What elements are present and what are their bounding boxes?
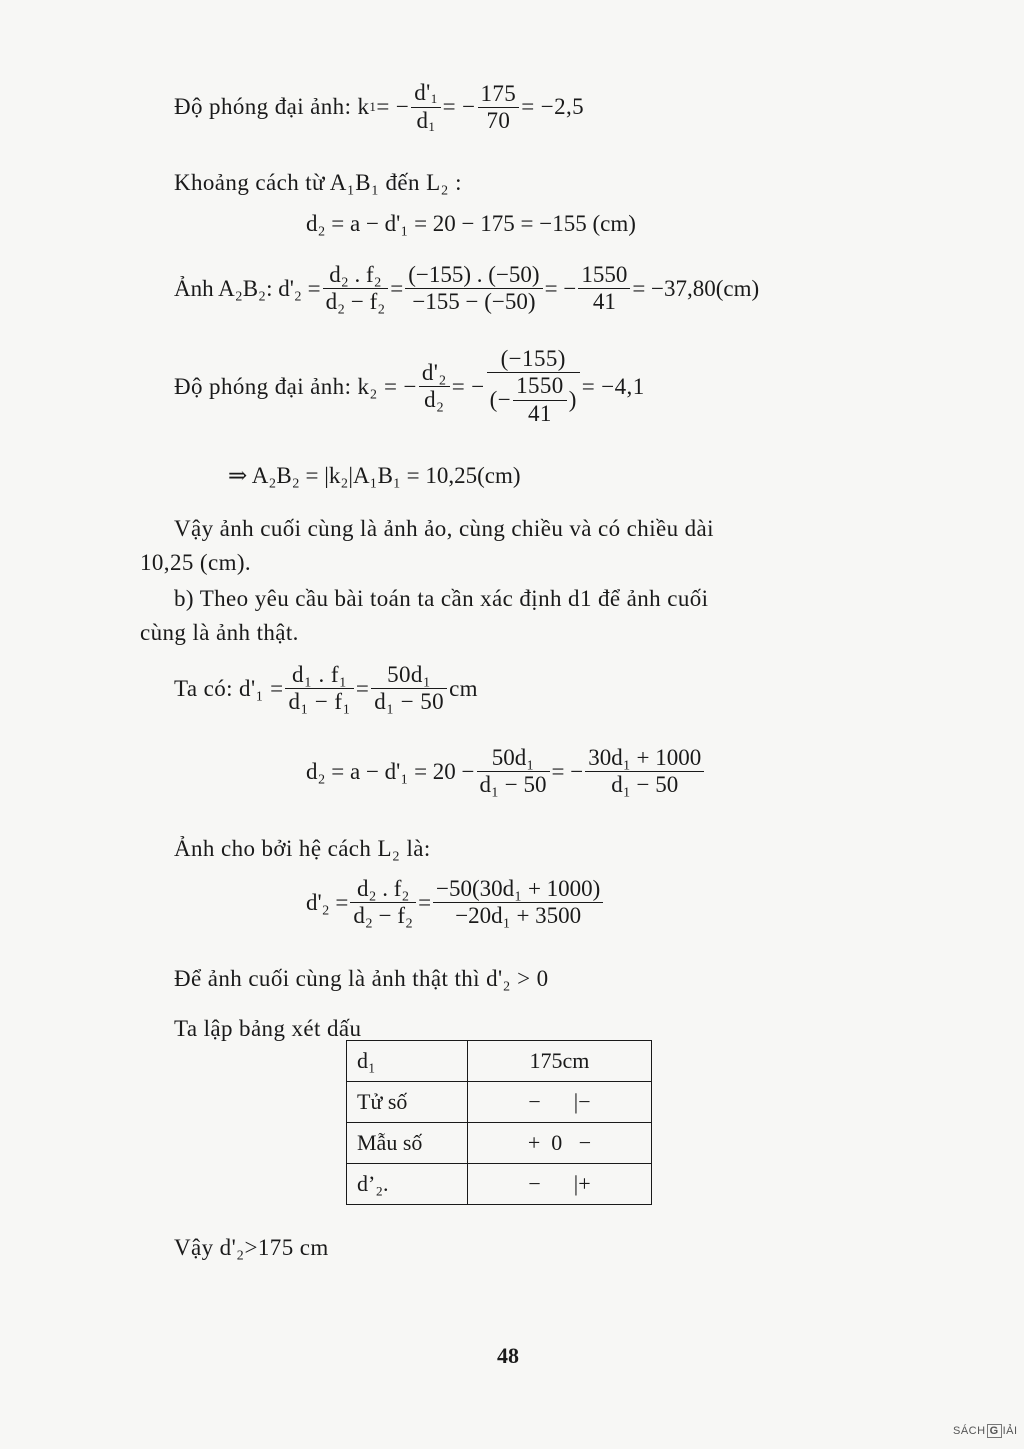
d2g-label: d₂ = a − d'₁ = 20 − <box>306 758 475 784</box>
d2pg-frac-b-den: −20d₁ + 3500 <box>455 903 582 929</box>
k1-frac-a-num <box>411 80 440 108</box>
eq-d2-general <box>306 745 706 799</box>
k1-frac-a-den <box>411 108 440 135</box>
table-cell-label: d’₂. <box>347 1164 468 1205</box>
k2-label: Độ phóng đại ảnh: k₂ = − <box>174 373 417 399</box>
eq-d2-prime-general <box>306 876 605 930</box>
k2-frac-a-den: d₂ <box>424 387 445 413</box>
table-cell-value: − |− <box>468 1082 652 1123</box>
d1p-frac-a-num: d₁ . f₁ <box>285 662 353 689</box>
para-conclusion-a-l1: Vậy ảnh cuối cùng là ảnh ảo, cùng chiều và có chiều dài <box>174 516 714 541</box>
d2pg-label: d'₂ = <box>306 889 349 915</box>
d2p-eq2: = − <box>544 275 577 301</box>
table-cell-label: d₁ <box>347 1041 468 1082</box>
d2g-eq1: = − <box>551 758 584 784</box>
logo-mid: G <box>987 1424 1002 1438</box>
k1-eq: = − <box>376 94 410 120</box>
k2-frac-b <box>487 346 580 427</box>
k2-den-frac-num: 1550 <box>513 373 567 400</box>
table-row <box>347 1041 652 1082</box>
d2p-frac-a-den: d₂ − f₂ <box>325 289 386 315</box>
d2g-frac-a-num: 50d₁ <box>477 745 550 772</box>
k1-frac-b-den: 70 <box>486 107 511 133</box>
eq-d1-prime <box>174 662 478 716</box>
k1-frac-a <box>411 80 440 135</box>
final-conclusion: Vậy d'₂>175 cm <box>174 1235 329 1260</box>
d2pg-frac-a-den: d₂ − f₂ <box>353 903 414 929</box>
k2-frac-a-num: d'₂ <box>419 360 450 387</box>
d1p-unit: cm <box>449 675 478 701</box>
d1p-frac-a-den: d₁ − f₁ <box>288 689 351 715</box>
k2-frac-b-num: (−155) <box>487 346 580 373</box>
table-row <box>347 1164 652 1205</box>
eq-a2b2: ⇒ A₂B₂ = |k₂|A₁B₁ = 10,25(cm) <box>228 463 521 488</box>
d1p-frac-b-num: 50d₁ <box>371 662 447 689</box>
d2g-frac-a-den: d₁ − 50 <box>479 772 547 798</box>
sachgiai-logo <box>953 1424 1018 1438</box>
k1-frac-a-den-text: d <box>416 107 429 133</box>
k1-frac-a-den-sub: 1 <box>428 118 436 134</box>
d2pg-frac-a <box>350 876 416 930</box>
sign-table <box>346 1040 652 1205</box>
k1-result: = −2,5 <box>521 94 585 120</box>
d2pg-eq1: = <box>418 889 432 915</box>
sign-table-heading: Ta lập bảng xét dấu <box>174 1016 362 1041</box>
k1-frac-a-num-text: d' <box>414 80 431 105</box>
d2pg-frac-a-num: d₂ . f₂ <box>350 876 416 903</box>
d1p-frac-b-den: d₁ − 50 <box>374 689 445 715</box>
d2p-result: = −37,80(cm) <box>632 275 760 301</box>
para-part-b-l1: b) Theo yêu cầu bài toán ta cần xác định d1 để ảnh cuối <box>174 586 709 611</box>
d2p-eq1: = <box>390 275 404 301</box>
k2-frac-a <box>419 360 450 414</box>
table-cell-label: Mẫu số <box>347 1123 468 1164</box>
d2g-frac-b <box>585 745 704 799</box>
d2p-frac-a <box>323 262 389 316</box>
k1-sub: 1 <box>369 99 377 115</box>
d2p-frac-b-den: −155 − (−50) <box>412 289 536 315</box>
eq-d2: d₂ = a − d'₁ = 20 − 175 = −155 (cm) <box>306 211 636 236</box>
distance-heading: Khoảng cách từ A₁B₁ đến L₂ : <box>174 170 462 195</box>
k2-eq1: = − <box>451 373 485 399</box>
logo-pre: SÁCH <box>953 1425 986 1437</box>
eq-d2-prime <box>174 262 759 316</box>
k2-den-frac <box>513 373 567 427</box>
logo-post: IẢI <box>1002 1425 1018 1437</box>
eq-k2 <box>174 346 645 427</box>
d1p-frac-b <box>371 662 447 716</box>
eq-k1 <box>174 80 584 135</box>
d2p-label: Ảnh A₂B₂: d'₂ = <box>174 275 321 301</box>
d2p-frac-c <box>578 262 630 316</box>
table-cell-value: 175cm <box>468 1041 652 1082</box>
d2g-frac-b-num: 30d₁ + 1000 <box>585 745 704 772</box>
image-l2-heading: Ảnh cho bởi hệ cách L₂ là: <box>174 836 431 861</box>
d2g-frac-a <box>477 745 550 799</box>
table-cell-value: + 0 − <box>468 1123 652 1164</box>
k2-frac-b-den <box>487 373 580 427</box>
table-row <box>347 1123 652 1164</box>
k1-frac-a-num-sub: 1 <box>430 91 438 106</box>
real-image-condition: Để ảnh cuối cùng là ảnh thật thì d'₂ > 0 <box>174 966 549 991</box>
page-number: 48 <box>497 1343 519 1368</box>
k2-den-post: ) <box>568 387 577 413</box>
d2g-frac-b-den: d₁ − 50 <box>611 772 679 798</box>
d2pg-frac-b <box>433 876 603 930</box>
k1-frac-b-num: 175 <box>478 81 520 108</box>
k1-eq2: = − <box>442 94 476 120</box>
k1-frac-b <box>478 81 520 135</box>
d2p-frac-c-num: 1550 <box>578 262 630 289</box>
k2-result: = −4,1 <box>581 373 645 399</box>
d2p-frac-b-num: (−155) . (−50) <box>405 262 542 289</box>
d2pg-frac-b-num: −50(30d₁ + 1000) <box>433 876 603 903</box>
k1-label: Độ phóng đại ảnh: k <box>174 94 370 120</box>
d1p-eq1: = <box>355 675 370 701</box>
d2p-frac-a-num: d₂ . f₂ <box>323 262 389 289</box>
d2p-frac-c-den: 41 <box>592 289 616 315</box>
para-conclusion-a-l2: 10,25 (cm). <box>140 550 252 575</box>
k2-den-pre: (− <box>489 387 512 413</box>
d2p-frac-b <box>405 262 542 316</box>
table-cell-label: Tử số <box>347 1082 468 1123</box>
k2-den-frac-den: 41 <box>527 400 552 426</box>
table-cell-value: − |+ <box>468 1164 652 1205</box>
d1p-frac-a <box>285 662 353 716</box>
table-row <box>347 1082 652 1123</box>
d1p-label: Ta có: d'₁ = <box>174 675 284 701</box>
para-part-b-l2: cùng là ảnh thật. <box>140 620 299 645</box>
